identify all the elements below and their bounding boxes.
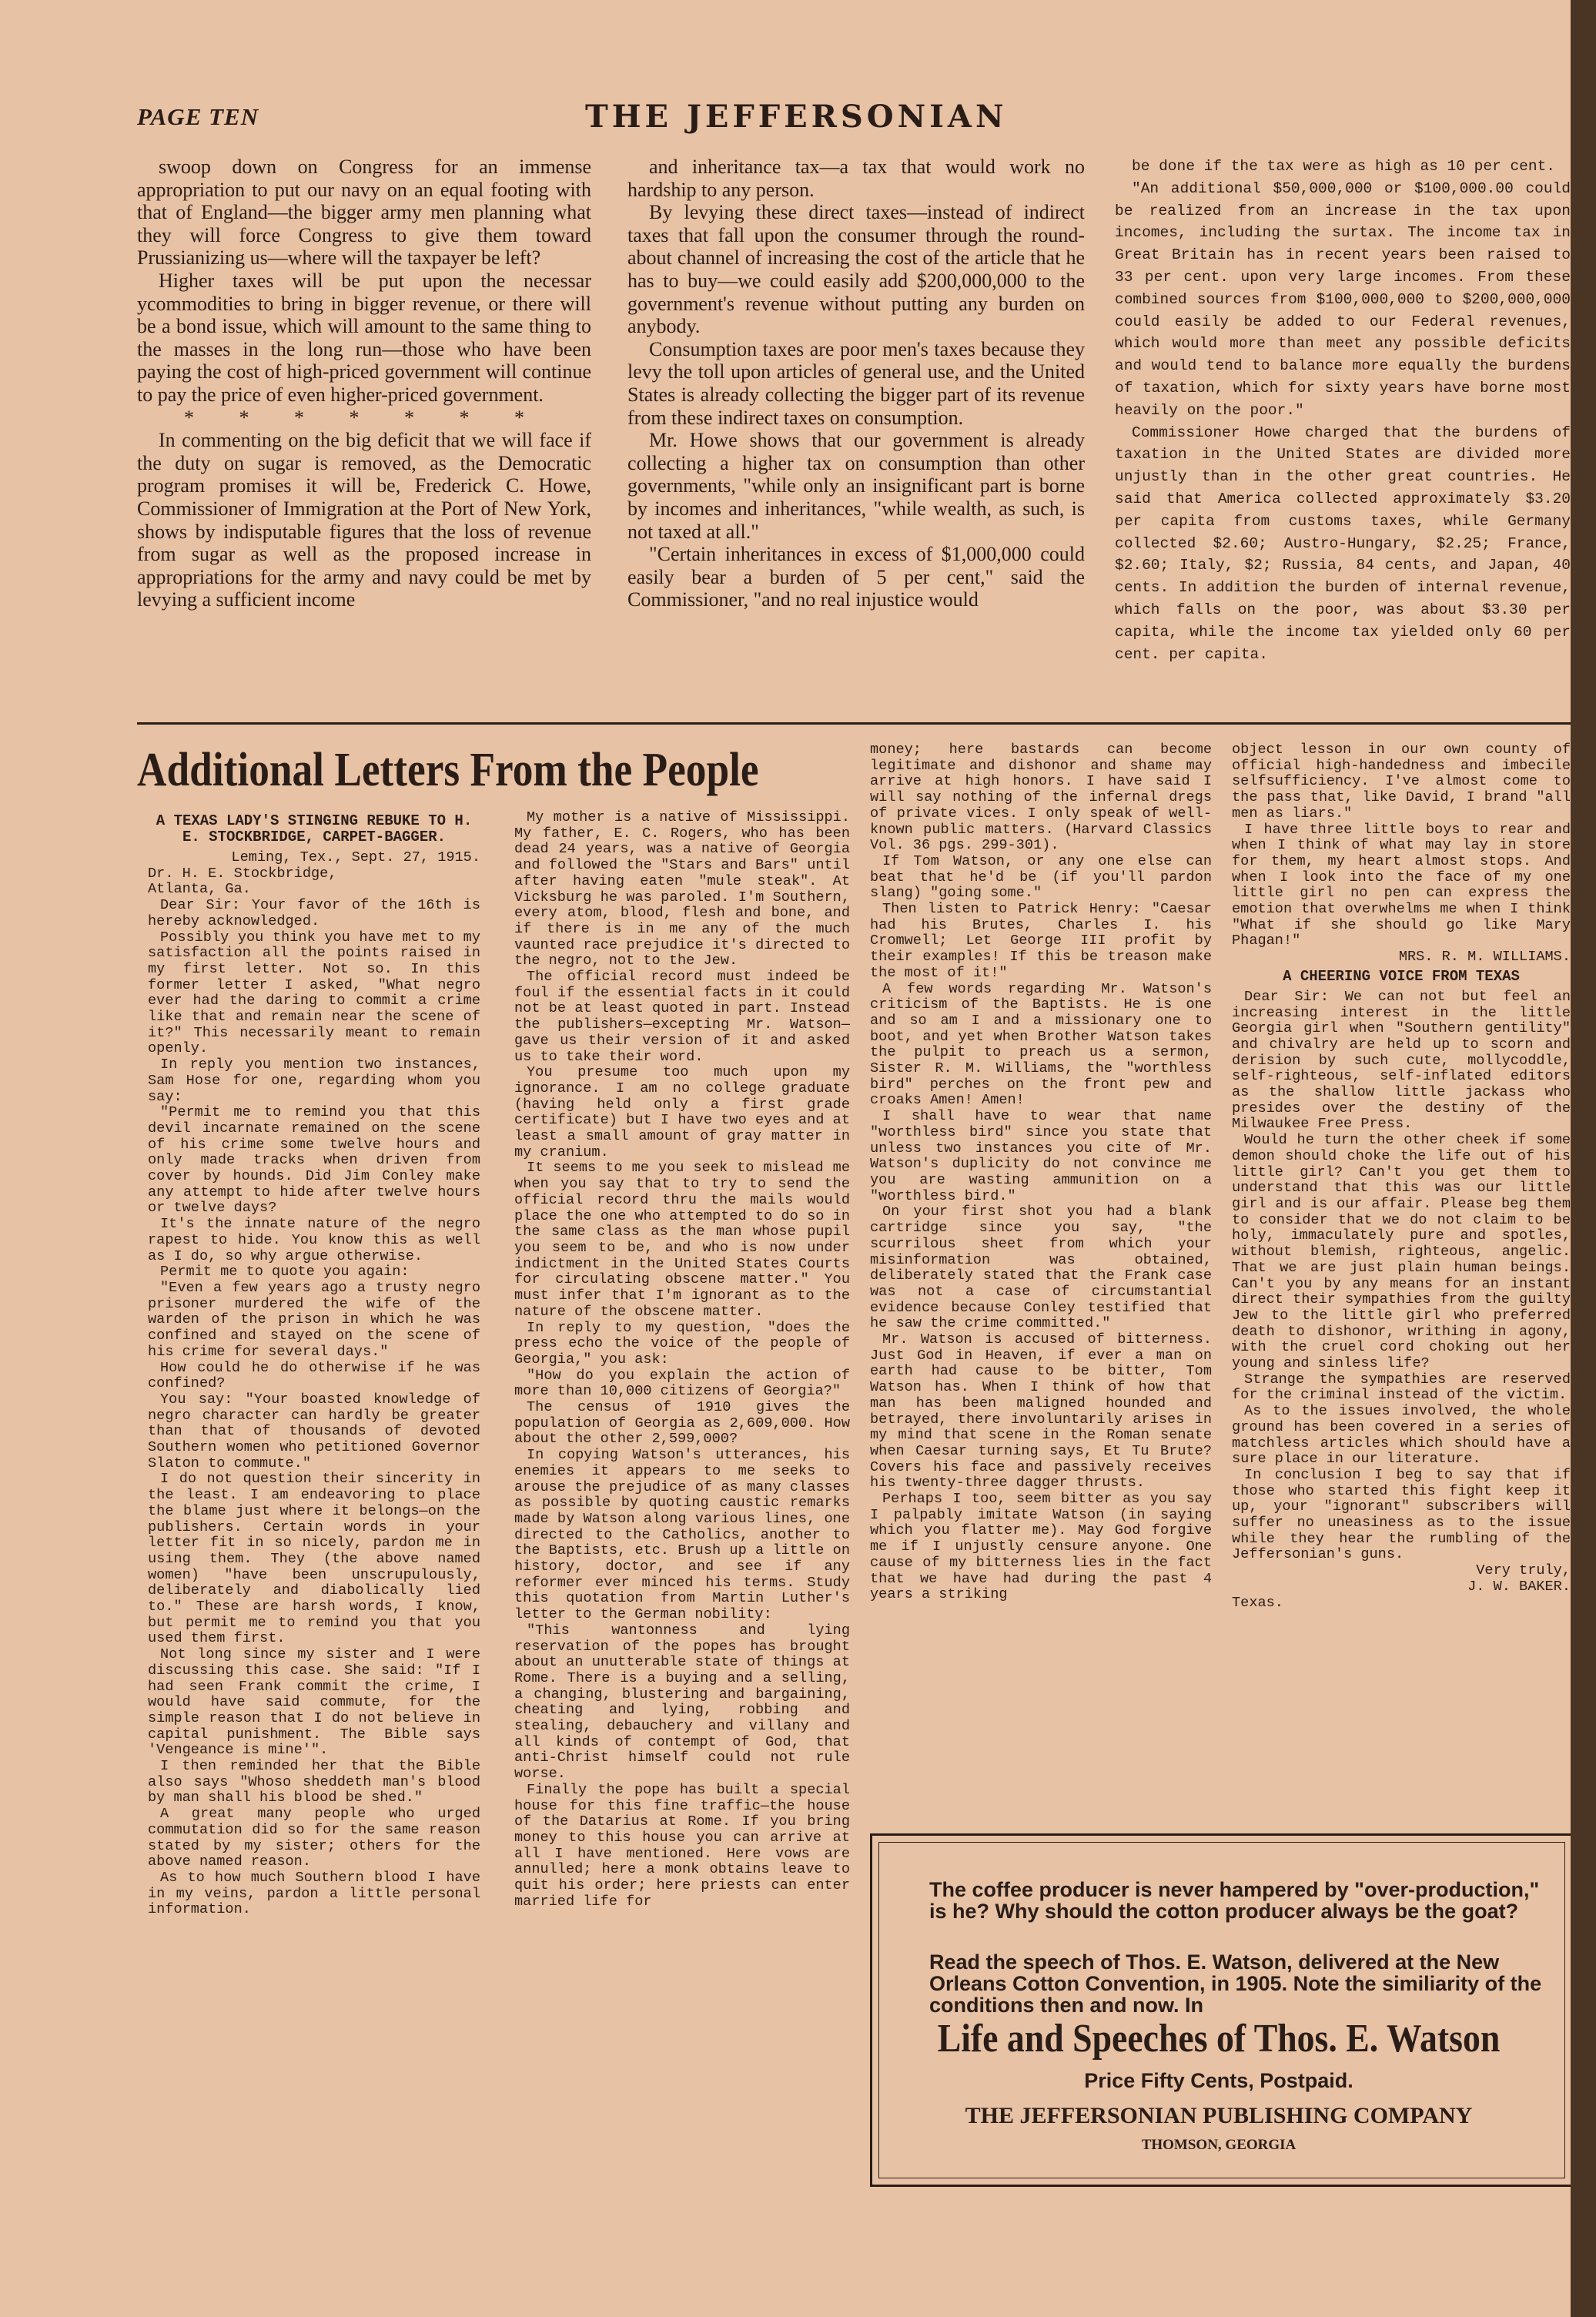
address-line: Texas. bbox=[1232, 1594, 1283, 1611]
paragraph: As to how much Southern blood I have in my veins, pardon a little personal information. bbox=[148, 1870, 480, 1918]
paragraph: Mr. Watson is accused of bitterness. Just God in Heaven, if ever a man on earth had cause to be bitter, Tom Watson has. When I think of how that man has been maligned hounded and betrayed, there involuntarily arises in my mind that scene in the Roman senate when Caesar turning says, Et Tu Brute? Covers his face and passively receives his twenty-three dagger thrusts. bbox=[870, 1331, 1212, 1492]
address-line: Dr. H. E. Stockbridge, bbox=[148, 865, 337, 882]
ad-price: Price Fifty Cents, Postpaid. bbox=[1084, 2069, 1353, 2092]
paragraph: By levying these direct taxes—instead of indirect taxes that fall upon the consumer through the round-about channel of increasing the cost of the article that he has to buy—we could easily add $200,000,000 to the government's revenue without putting any burden on anybody. bbox=[627, 201, 1085, 338]
paragraph: Dear Sir: We can not but feel an increasing interest in the little Georgia girl when "Southern gentility" and chivalry are held up to scorn and derision by such cute, mollycoddle, self-righteous, self-inflated editors as the shallow little jackass who presides over the destiny of the Milwaukee Free Press. bbox=[1232, 988, 1571, 1133]
letters-column-1 bbox=[148, 810, 480, 2173]
paragraph: and inheritance tax—a tax that would work no hardship to any person. bbox=[627, 156, 1085, 201]
page-number: PAGE TEN bbox=[137, 103, 259, 130]
paragraph: Then listen to Patrick Henry: "Caesar had his Brutes, Charles I. his Cromwell; Let George III profit by their examples! If this be treason make the most of it!" bbox=[870, 901, 1212, 981]
paragraph: "Permit me to remind you that this devil incarnate remained on the scene of his crime some twelve hours and only made tracks when driven from cover by hounds. Did Jim Conley make any attempt to hide after twelve hours or twelve days? bbox=[148, 1104, 480, 1217]
paragraph: How could he do otherwise if he was confined? bbox=[148, 1359, 480, 1392]
paragraph: I shall have to wear that name "worthless bird" since you state that unless two instances you cite of Mr. Watson's duplicity do not convince me you are wasting ammunition on a "worthless bird." bbox=[870, 1108, 1212, 1204]
paragraph: On your first shot you had a blank cartridge since you say, "the scurrilous sheet from which your misinformation was obtained, deliberately stated that the Frank case was not a case of circumstantial evidence because Conley testified that he saw the crime committed." bbox=[870, 1204, 1212, 1332]
paragraph: Higher taxes will be put upon the necessar ycommodities to bring in bigger revenue, or there will be a bond issue, which will amount to the same thing to the masses in the long run—those who have been paying the cost of high-priced government will continue to pay the price of even higher-priced government. bbox=[137, 269, 591, 406]
ad-text-speech: Read the speech of Thos. E. Watson, delivered at the New Orleans Cotton Convention, in 1905. Note the similiarity of the conditions then and now. In bbox=[929, 1950, 1542, 2017]
paragraph: Dear Sir: Your favor of the 16th is hereby acknowledged. bbox=[148, 897, 480, 929]
paragraph: It's the innate nature of the negro rapest to hide. You know this as well as I do, so why argue otherwise. bbox=[148, 1216, 480, 1264]
paragraph: Strange the sympathies are reserved for the criminal instead of the victim. bbox=[1232, 1371, 1571, 1404]
address-line: Atlanta, Ga. bbox=[148, 881, 251, 898]
section-break: * * * * * * * bbox=[184, 406, 544, 429]
ad-text-coffee: The coffee producer is never hampered by "over-production," is he? Why should the cotton producer always be the goat? bbox=[929, 1878, 1540, 1923]
paragraph: A great many people who urged commutation did so for the same reason stated by my sister; others for the above named reason. bbox=[148, 1806, 480, 1870]
paragraph: Perhaps I too, seem bitter as you say I palpably imitate Watson (in saying which you flatter me). May God forgive me if I unjustly censure anyone. One cause of my bitterness lies in the fact that we have had during the past 4 years a striking bbox=[870, 1491, 1212, 1603]
paragraph: Finally the pope has built a special house for this fine traffic—the house of the Datarius at Rome. If you bring money to this house you can arrive at all I have mentioned. Here vows are annulled; here a monk obtains leave to quit his order; here priests can enter married life for bbox=[514, 1781, 850, 1910]
paragraph: In copying Watson's utterances, his enemies it appears to me seeks to arouse the prejudice of as many classes as possible by quoting caustic remarks made by Watson along various lines, one directed to the Catholics, another to the Baptists, etc. Brush up a little on history, doctor, and see if any reformer ever minced his terms. Study this quotation from Martin Luther's letter to the German nobility: bbox=[514, 1447, 850, 1623]
paragraph: If Tom Watson, or any one else can beat that he'd be (if you'll pardon slang) "going some." bbox=[870, 852, 1212, 902]
paragraph: "Certain inheritances in excess of $1,000,000 could easily bear a burden of 5 per cent," said the Commissioner, "and no real injustice would bbox=[627, 543, 1085, 611]
paragraph: As to the issues involved, the whole ground has been covered in a series of matchless articles which should have a sure place in our literature. bbox=[1232, 1403, 1571, 1468]
top-column-3 bbox=[1115, 156, 1571, 714]
signature-line: J. W. BAKER. bbox=[1467, 1578, 1571, 1595]
paragraph: Would he turn the other cheek if some demon should choke the life out of his little girl? Can't you get them to understand that this was our little girl and is our affair. Please beg them to consider that we do not claim to be holy, immaculately pure and spotles, without blemish, righteous, angelic. That we are just plain human beings. Can't you by any means for an instant direct their sympathies from the guilty Jew to the little girl who preferred death to dishonor, writhing in agony, with the cruel cord choking out her young and sinless life? bbox=[1232, 1132, 1571, 1372]
letters-column-2 bbox=[514, 810, 850, 2173]
binding-edge bbox=[1571, 0, 1596, 2317]
paragraph: "How do you explain the action of more than 10,000 citizens of Georgia?" bbox=[514, 1367, 850, 1400]
paragraph: Not long since my sister and I were discussing this case. She said: "If I had seen Frank commit the crime, I would have said commute, for the simple reason that I do not believe in capital punishment. The Bible says 'Vengeance is mine'". bbox=[148, 1646, 480, 1759]
signature-line: Very truly, bbox=[1476, 1562, 1571, 1579]
ad-city: THOMSON, GEORGIA bbox=[1141, 2137, 1297, 2153]
paragraph: My mother is a native of Mississippi. My father, E. C. Rogers, who has been dead 24 years, was a native of Georgia and followed the "Stars and Bars" until after having eaten "mule steak". At Vicksburg he was paroled. I'm Southern, every atom, blood, flesh and bone, and if there is in me any of the much vaunted race prejudice it's directed to the negro, not to the Jew. bbox=[514, 810, 850, 969]
letter-heading: A CHEERING VOICE FROM TEXAS bbox=[1283, 967, 1520, 985]
ad-book-title: Life and Speeches of Thos. E. Watson bbox=[937, 2017, 1501, 2061]
top-column-1 bbox=[137, 156, 591, 714]
section-divider bbox=[137, 722, 1571, 725]
advertisement-box bbox=[870, 1833, 1571, 2187]
paragraph: Permit me to quote you again: bbox=[160, 1264, 410, 1281]
paragraph: swoop down on Congress for an immense appropriation to put our navy on an equal footing with that of England—the bigger army men planning what they will force Congress to give them toward Prussianizing us—where will the taxpayer be left? bbox=[137, 156, 591, 270]
paragraph: I do not question their sincerity in the least. I am endeavoring to place the blame just where it belongs—on the publishers. Certain words in your letter fit in so nicely, pardon me in using them. They (the above named women) "have been unscrupulously, deliberately and diabolically lied to." These are harsh words, I know, but permit me to remind you that you used them first. bbox=[148, 1471, 480, 1647]
paragraph: The official record must indeed be foul if the essential facts in it could not be at least quoted in part. Instead the publishers—excepting Mr. Watson—gave us their version of it and asked us to take their word. bbox=[514, 969, 850, 1065]
paragraph: "An additional $50,000,000 or $100,000.00 could be realized from an increase in the tax upon incomes, including the surtax. The income tax in Great Britain has in recent years been raised to 33 per cent. upon very large incomes. From these combined sources from $100,000,000 to $200,000,000 could easily be added to our Federal revenues, which would more than meet any possible deficits and would tend to balance more equally the burdens of taxation, which for sixty years have borne most heavily on the poor." bbox=[1115, 179, 1571, 419]
paragraph: You say: "Your boasted knowledge of negro character can hardly be greater than that of thousands of devoted Southern women who petitioned Governor Slaton to commute." bbox=[148, 1391, 480, 1472]
letters-column-3 bbox=[870, 742, 1212, 1820]
paragraph: money; here bastards can become legitimate and dishonor and shame may arrive at high honors. I have said I will say nothing of the infernal dregs of private vices. I only speak of well-known public matters. (Harvard Classics Vol. 36 pgs. 299-301). bbox=[870, 742, 1212, 854]
signature-line: Leming, Tex., Sept. 27, 1915. bbox=[231, 849, 480, 866]
paragraph: You presume too much upon my ignorance. I am no college graduate (having held only a first grade certificate) but I have two eyes and at least a small amount of gray matter in my cranium. bbox=[514, 1064, 850, 1160]
top-column-2 bbox=[627, 156, 1085, 714]
paragraph: In reply you mention two instances, Sam Hose for one, regarding whom you say: bbox=[148, 1056, 480, 1105]
paragraph: Consumption taxes are poor men's taxes because they levy the toll upon articles of general use, and the United States is already collecting the bigger part of its revenue from these indirect taxes on consumption. bbox=[627, 337, 1085, 429]
paragraph: In conclusion I beg to say that if those who started this fight keep it up, your "ignorant" subscribers will suffer no uneasiness as to the issue while they hear the rumbling of the Jeffersonian's guns. bbox=[1232, 1466, 1571, 1563]
signature-line: MRS. R. M. WILLIAMS. bbox=[1398, 949, 1571, 966]
masthead: THE JEFFERSONIAN bbox=[585, 99, 1008, 135]
paragraph: It seems to me you seek to mislead me when you say that to try to send the official record thru the mails would place the one who attempted to do so in the same class as the man whose pupil you seem to be, and who is now under indictment in the United States Courts for circulating obscene matter." You must infer that I'm ignorant as to the nature of the obscene matter. bbox=[514, 1160, 850, 1320]
section-title: Additional Letters From the People bbox=[137, 744, 759, 796]
paragraph: be done if the tax were as high as 10 per cent. bbox=[1132, 158, 1555, 175]
paragraph: Mr. Howe shows that our government is already collecting a higher tax on consumption than other governments, "while only an insignificant part is borne by incomes and inheritances, "while wealth, as such, is not taxed at all." bbox=[627, 429, 1085, 543]
paragraph: In reply to my question, "does the press echo the voice of the people of Georgia," you ask: bbox=[514, 1319, 850, 1368]
paragraph: In commenting on the big deficit that we will face if the duty on sugar is removed, as the Democratic program promises it will be, Frederick C. Howe, Commissioner of Immigration at the Port of New York, shows by indisputable figures that the loss of revenue from sugar as well as the proposed increase in appropriations for the army and navy could be met by levying a sufficient income bbox=[137, 429, 591, 611]
paragraph: The census of 1910 gives the population of Georgia as 2,609,000. How about the other 2,599,000? bbox=[514, 1399, 850, 1448]
paragraph: A few words regarding Mr. Watson's criticism of the Baptists. He is one and so am I and a missionary one to boot, and yet when Brother Watson takes the pulpit to preach us a sermon, Sister R. M. Williams, the "worthless bird" perches on the front pew and croaks Amen! Amen! bbox=[870, 980, 1212, 1109]
paragraph: I have three little boys to rear and when I think of what may lay in store for them, my heart almost stops. And when I look into the face of my one little girl no pen can express the emotion that overwhelms me when I think "What if she should go like Mary Phagan!" bbox=[1232, 821, 1571, 949]
ad-publisher: THE JEFFERSONIAN PUBLISHING COMPANY bbox=[965, 2103, 1473, 2128]
paragraph: "This wantonness and lying reservation of the popes has brought about an unutterable state of things at Rome. There is a buying and a selling, a changing, blustering and bargaining, cheating and lying, robbing and stealing, debauchery and villany and all kinds of contempt of God, that anti-Christ himself could not rule worse. bbox=[514, 1622, 850, 1783]
paragraph: object lesson in our own county of official high-handedness and imbecile selfsufficiency. I've almost come to the pass that, like David, I brand "all men as liars." bbox=[1232, 742, 1571, 822]
paragraph: "Even a few years ago a trusty negro prisoner murdered the wife of the warden of the prison in which he was confined and stayed on the scene of his crime for several days." bbox=[148, 1279, 480, 1360]
page-header bbox=[0, 99, 1571, 137]
letters-column-4 bbox=[1232, 742, 1571, 1820]
letter-heading: A TEXAS LADY'S STINGING REBUKE TO H. E. STOCKBRIDGE, CARPET-BAGGER. bbox=[156, 812, 473, 845]
paragraph: I then reminded her that the Bible also says "Whoso sheddeth man's blood by man shall his blood be shed." bbox=[148, 1758, 480, 1806]
paragraph: Commissioner Howe charged that the burdens of taxation in the United States are divided more unjustly than in the other great countries. He said that America collected approximately $3.20 per capita from customs taxes, while Germany collected $2.60; Austro-Hungary, $2.25; France, $2.60; Italy, $2; Russia, 84 cents, and Japan, 40 cents. In addition the burden of internal revenue, which falls on the poor, was about $3.30 per capita, while the income tax yielded only 60 per cent. per capita. bbox=[1115, 424, 1571, 663]
paragraph: Possibly you think you have met to my satisfaction all the points raised in my first letter. Not so. In this former letter I asked, "What negro ever had the daring to commit a crime like that and remain near the scene of it?" This necessarily meant to remain openly. bbox=[148, 929, 480, 1057]
